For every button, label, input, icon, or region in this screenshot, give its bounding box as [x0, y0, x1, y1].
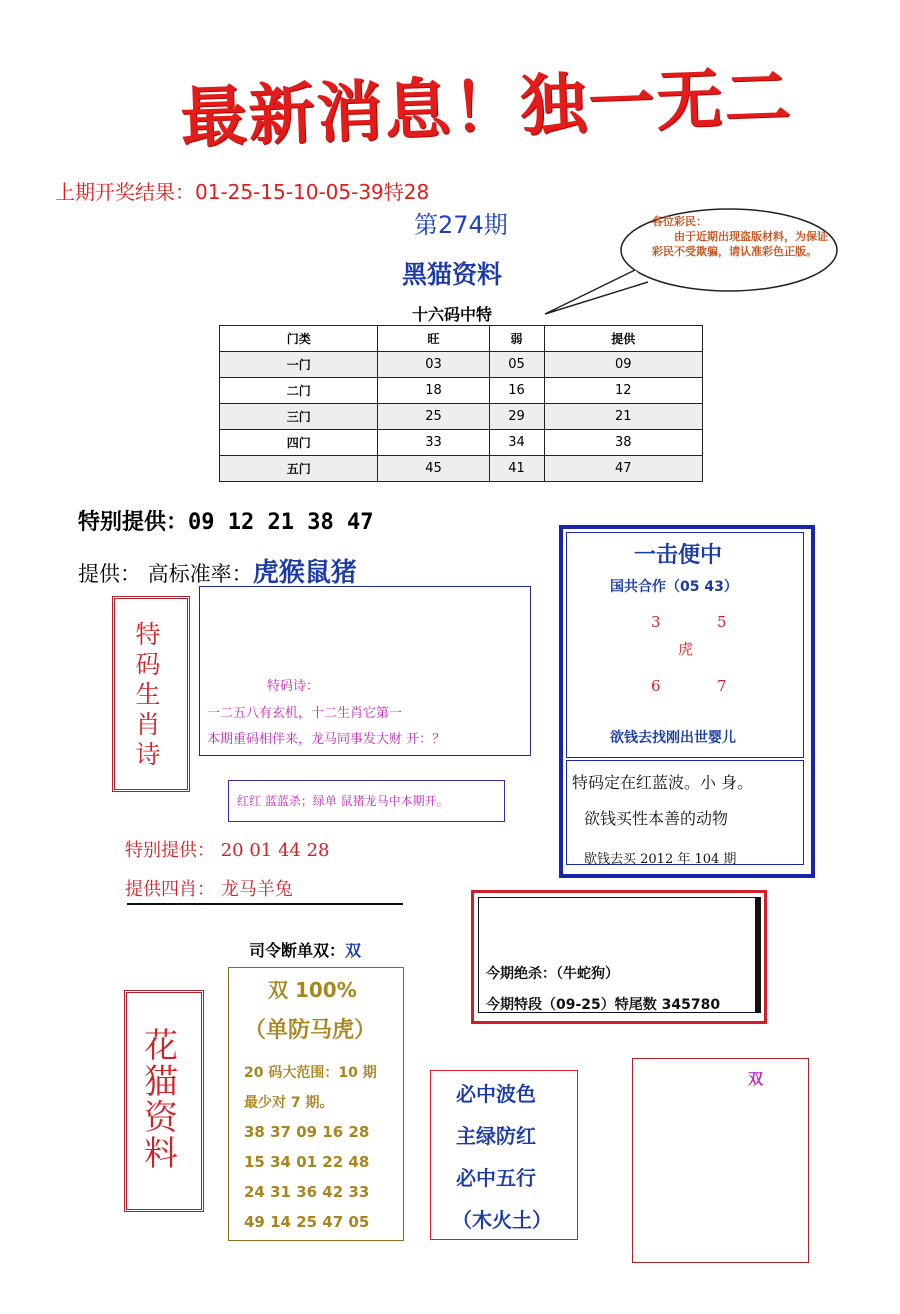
number-row: 15 34 01 22 48 — [244, 1153, 370, 1171]
poem-line: 本期重码相伴来，龙马同事发大财 开：？ — [207, 732, 446, 747]
table-header: 门类 — [220, 326, 378, 352]
bubble-text — [652, 214, 832, 259]
table-cell: 21 — [544, 404, 702, 430]
divider — [127, 903, 403, 905]
bubble-line-2: 由于近期出现盗版材料，为保证彩民不受欺骗，请认准彩色正版。 — [652, 230, 828, 258]
animal-line: 欲钱买性本善的动物 — [584, 809, 729, 828]
table-cell: 33 — [378, 430, 489, 456]
black-cat-title: 黑猫资料 — [402, 260, 503, 289]
even-box-2-label: 双 — [748, 1070, 764, 1088]
table-header: 旺 — [378, 326, 489, 352]
headline: 最新消息！独一无二 — [179, 57, 794, 157]
odd-even-value: 双 — [345, 941, 362, 960]
accuracy-label: 提供： 高标准率： — [78, 562, 253, 586]
table-cell: 38 — [544, 430, 702, 456]
table-header: 弱 — [489, 326, 544, 352]
last-result-text: 上期开奖结果：01-25-15-10-05-39特28 — [55, 180, 430, 204]
odd-even-label: 司令断单双： — [249, 941, 346, 960]
kill2-line: 今期特段（09-25）特尾数 345780 — [486, 997, 721, 1013]
poem-title: 特码诗： — [267, 679, 320, 694]
table-header: 提供 — [544, 326, 702, 352]
table-cell: 12 — [544, 378, 702, 404]
even-subtitle: （单防马虎） — [244, 1018, 377, 1043]
wave-line: 必中波色 — [456, 1082, 536, 1106]
odd-even-line — [249, 938, 361, 961]
table-row — [220, 456, 703, 482]
hint-number: 7 — [717, 677, 727, 695]
table-cell: 34 — [489, 430, 544, 456]
even-box-2 — [632, 1058, 809, 1263]
wave-line: 特码定在红蓝波。小 身。 — [572, 773, 754, 792]
table-header-row — [220, 326, 703, 352]
table-cell: 四门 — [220, 430, 378, 456]
number-row: 38 37 09 16 28 — [244, 1123, 370, 1141]
one-hit-footer: 欲钱去找刚出世婴儿 — [610, 730, 736, 746]
speech-bubble-tail — [540, 262, 650, 322]
sixteen-code-table — [219, 325, 703, 482]
special-offer — [78, 505, 373, 536]
wave-line: 主绿防红 — [456, 1124, 536, 1148]
table-row — [220, 404, 703, 430]
table-cell: 47 — [544, 456, 702, 482]
hint-number: 3 — [651, 613, 661, 631]
table-cell: 45 — [378, 456, 489, 482]
table-caption: 十六码中特 — [412, 305, 493, 324]
coop-line: 国共合作（05 43） — [610, 579, 738, 595]
wave-line: 必中五行 — [456, 1166, 536, 1190]
table-row — [220, 378, 703, 404]
poem-line: 一二五八有玄机，十二生肖它第一 — [207, 706, 403, 721]
table-cell: 05 — [489, 352, 544, 378]
table-cell: 三门 — [220, 404, 378, 430]
table-cell: 41 — [489, 456, 544, 482]
even-title: 双 100% — [268, 978, 357, 1002]
table-cell: 一门 — [220, 352, 378, 378]
poem-side-label: 特码生肖诗 — [135, 620, 161, 769]
range-line: 最少对 7 期。 — [244, 1095, 334, 1111]
table-row — [220, 352, 703, 378]
kill-text: 红红 蓝蓝杀；绿单 鼠猪龙马中本期开。 — [237, 794, 449, 808]
number-row: 49 14 25 47 05 — [244, 1213, 370, 1231]
wave-line: （木火土） — [452, 1208, 552, 1232]
table-cell: 18 — [378, 378, 489, 404]
special-offer-2: 特别提供： 20 01 44 28 — [125, 840, 330, 861]
range-line: 20 码大范围：10 期 — [244, 1065, 377, 1081]
table-cell: 五门 — [220, 456, 378, 482]
hint-zodiac: 虎 — [678, 640, 694, 658]
flower-side-label: 花猫资料 — [144, 1026, 178, 1174]
special-offer-numbers: 09 12 21 38 47 — [188, 510, 374, 535]
hint-number: 5 — [717, 613, 727, 631]
table-cell: 16 — [489, 378, 544, 404]
issue-number: 第274期 — [414, 211, 508, 239]
table-cell: 03 — [378, 352, 489, 378]
table-cell: 25 — [378, 404, 489, 430]
one-hit-title: 一击便中 — [634, 542, 723, 568]
hint-number: 6 — [651, 677, 661, 695]
table-row — [220, 430, 703, 456]
table-cell: 二门 — [220, 378, 378, 404]
bubble-line-1: 各位彩民： — [652, 215, 707, 228]
table-cell: 09 — [544, 352, 702, 378]
number-row: 24 31 36 42 33 — [244, 1183, 370, 1201]
kill2-line: 今期绝杀：（牛蛇狗） — [486, 966, 619, 982]
special-offer-label: 特别提供： — [78, 510, 189, 535]
accuracy-line — [78, 552, 357, 589]
buy-line: 歇钱去买 2012 年 104 期 — [584, 852, 737, 867]
accuracy-zodiacs: 虎猴鼠猪 — [252, 558, 357, 588]
four-zodiac: 提供四肖： 龙马羊兔 — [125, 879, 293, 900]
table-cell: 29 — [489, 404, 544, 430]
